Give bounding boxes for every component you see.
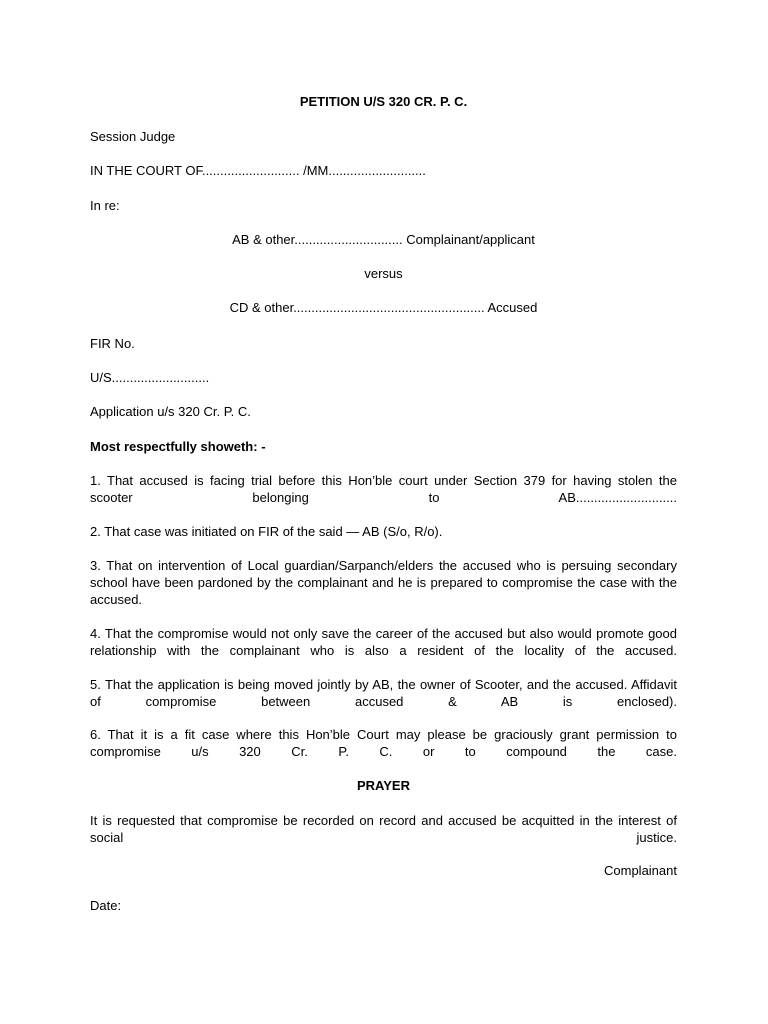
addressee: Session Judge <box>90 129 176 144</box>
paragraph-6: 6. That it is a fit case where this Hon’ble Court may please be graciously grant permission to compromise u/s 320 Cr. P. C. or to compound the case. <box>90 727 677 759</box>
prayer-heading: PRAYER <box>357 778 410 793</box>
court-line: IN THE COURT OF........................... /MM........................... <box>90 163 426 178</box>
under-section: U/S........................... <box>90 370 210 385</box>
versus-label: versus <box>364 266 403 281</box>
paragraph-1: 1. That accused is facing trial before this Hon’ble court under Section 379 for having stolen the scooter belonging to AB............................ <box>90 473 677 505</box>
paragraph-3: 3. That on intervention of Local guardian/Sarpanch/elders the accused who is persuing secondary school have been pardoned by the complainant and he is prepared to compromise the case with the accused. <box>90 558 677 607</box>
showeth-heading: Most respectfully showeth: - <box>90 439 266 454</box>
paragraph-4: 4. That the compromise would not only save the career of the accused but also would promote good relationship with the complainant who is also a resident of the locality of the accused. <box>90 626 677 658</box>
party-accused: CD & other..................................................... Accused <box>229 300 538 315</box>
signature-label: Complainant <box>604 863 677 878</box>
date-label: Date: <box>90 898 122 913</box>
fir-number: FIR No. <box>90 336 135 351</box>
paragraph-5: 5. That the application is being moved jointly by AB, the owner of Scooter, and the accused. Affidavit of compromise between accused & AB is enclosed). <box>90 677 677 709</box>
prayer-text: It is requested that compromise be recorded on record and accused be acquitted in the interest of social justice. <box>90 813 677 845</box>
application-line: Application u/s 320 Cr. P. C. <box>90 404 251 419</box>
paragraph-2: 2. That case was initiated on FIR of the said — AB (S/o, R/o). <box>90 524 443 539</box>
document-title: PETITION U/S 320 CR. P. C. <box>299 94 468 109</box>
in-re-label: In re: <box>90 198 120 213</box>
party-complainant: AB & other.............................. Complainant/applicant <box>232 232 535 247</box>
